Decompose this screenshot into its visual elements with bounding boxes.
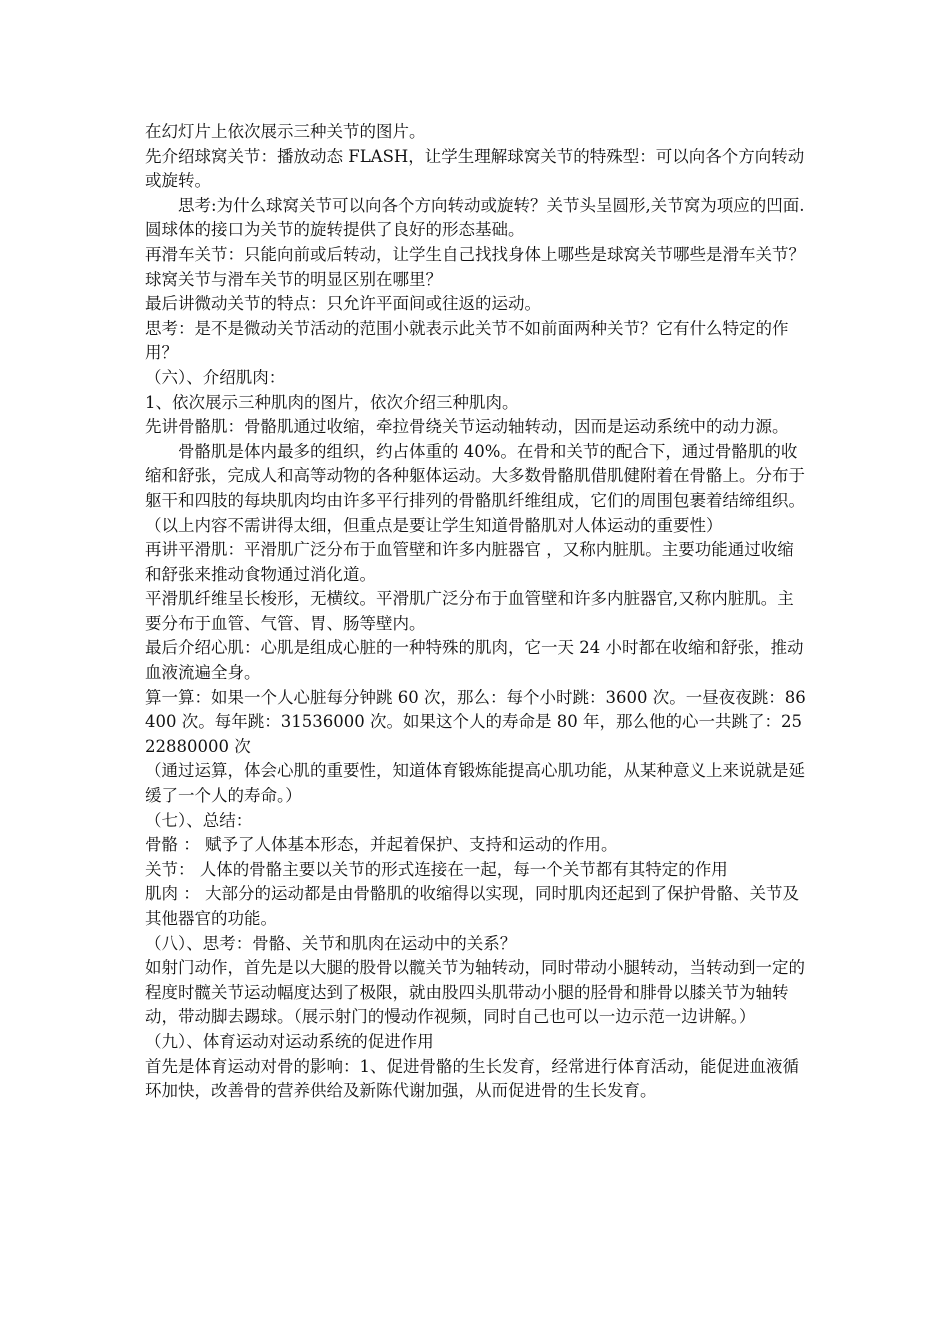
paragraph: 平滑肌纤维呈长梭形，无横纹。平滑肌广泛分布于血管壁和许多内脏器官,又称内脏肌。主要分布于血管、气管、胃、肠等壁内。 <box>145 589 794 633</box>
section-heading: （九）、体育运动对运动系统的促进作用 <box>145 1031 434 1051</box>
paragraph: 最后讲微动关节的特点：只允许平面间或往返的运动。 <box>145 294 541 314</box>
paragraph: 首先是体育运动对骨的影响：1、促进骨骼的生长发育，经常进行体育活动，能促进血液循环加快，改善骨的营养供给及新陈代谢加强，从而促进骨的生长发育。 <box>145 1056 799 1101</box>
section-heading: （六）、介绍肌肉： <box>145 367 286 387</box>
paragraph: 先讲骨骼肌：骨骼肌通过收缩，牵拉骨绕关节运动轴转动，因而是运动系统中的动力源。 <box>145 417 789 437</box>
paragraph: 骨骼肌是体内最多的组织，约占体重的 40%。在骨和关节的配合下，通过骨骼肌的收缩和舒张，完成人和高等动物的各种躯体运动。大多数骨骼肌借肌健附着在骨骼上。分布于躯干和四肢的每块肌肉均由许多平行排列的骨骼肌纤维组成，它们的周围包裹着结缔组织。 <box>145 441 805 510</box>
section-heading: （八）、思考：骨骼、关节和肌肉在运动中的关系？ <box>145 933 517 953</box>
paragraph: 算一算：如果一个人心脏每分钟跳 60 次，那么：每个小时跳：3600 次。一昼夜夜跳：86400 次。每年跳：31536000 次。如果这个人的寿命是 80 年，那么他的心一共跳了：2522880000 次 <box>145 687 806 756</box>
paragraph: 最后介绍心肌：心肌是组成心脏的一种特殊的肌肉，它一天 24 小时都在收缩和舒张，推动血液流遍全身。 <box>145 638 804 683</box>
section-heading: （七）、总结： <box>145 810 253 830</box>
paragraph: 如射门动作，首先是以大腿的股骨以髋关节为轴转动，同时带动小腿转动，当转动到一定的程度时髋关节运动幅度达到了极限，就由股四头肌带动小腿的胫骨和腓骨以膝关节为轴转动，带动脚去踢球。（展示射门的慢动作视频，同时自己也可以一边示范一边讲解。） <box>145 958 805 1027</box>
paragraph: 思考:为什么球窝关节可以向各个方向转动或旋转？关节头呈圆形,关节窝为项应的凹面.圆球体的接口为关节的旋转提供了良好的形态基础。 <box>145 195 805 240</box>
paragraph: 思考：是不是微动关节活动的范围小就表示此关节不如前面两种关节？它有什么特定的作用？ <box>145 318 789 363</box>
paragraph: （通过运算，体会心肌的重要性，知道体育锻炼能提高心肌功能，从某种意义上来说就是延缓了一个人的寿命。） <box>145 761 805 806</box>
paragraph: 在幻灯片上依次展示三种关节的图片。 <box>145 122 426 141</box>
paragraph: 再滑车关节：只能向前或后转动，让学生自己找找身体上哪些是球窝关节哪些是滑车关节？球窝关节与滑车关节的明显区别在哪里？ <box>145 244 805 289</box>
paragraph: 再讲平滑肌：平滑肌广泛分布于血管壁和许多内脏器官 ，又称内脏肌。主要功能通过收缩和舒张来推动食物通过消化道。 <box>145 540 794 584</box>
paragraph: 关节： 人体的骨骼主要以关节的形式连接在一起，每一个关节都有其特定的作用 <box>145 859 728 879</box>
paragraph: 先介绍球窝关节：播放动态 FLASH，让学生理解球窝关节的特殊型：可以向各个方向转动或旋转。 <box>145 146 805 191</box>
paragraph: 肌肉 ： 大部分的运动都是由骨骼肌的收缩得以实现，同时肌肉还起到了保护骨骼、关节及其他器官的功能。 <box>145 884 799 928</box>
paragraph: 骨骼 ： 赋予了人体基本形态，并起着保护、支持和运动的作用。 <box>145 835 618 855</box>
document-body <box>145 120 810 1104</box>
paragraph: 1、依次展示三种肌肉的图片，依次介绍三种肌肉。 <box>145 392 519 412</box>
paragraph: （以上内容不需讲得太细，但重点是要让学生知道骨骼肌对人体运动的重要性） <box>145 515 723 535</box>
